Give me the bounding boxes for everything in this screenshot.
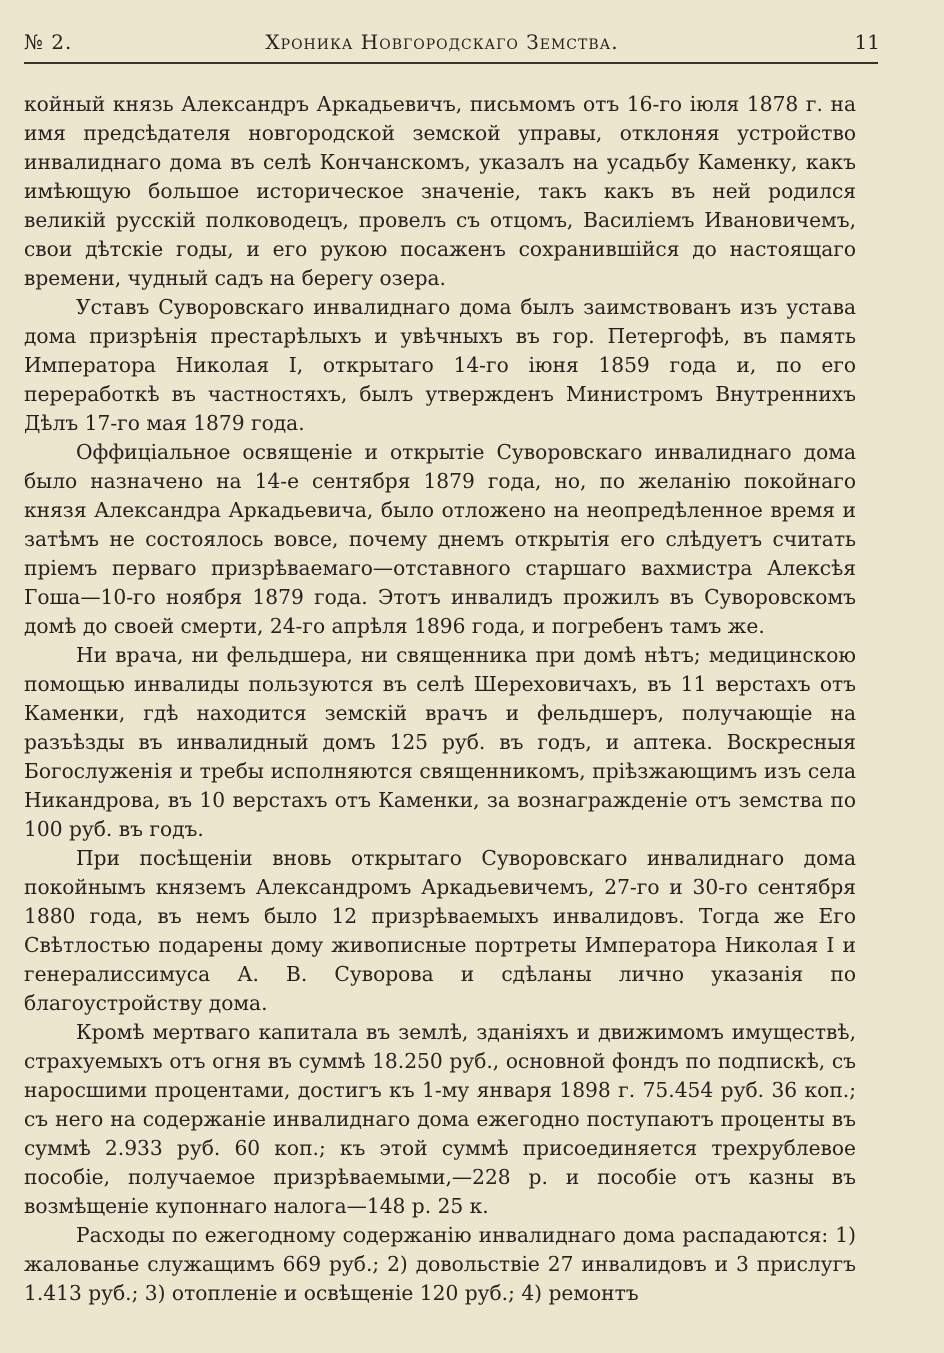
paragraph: Уставъ Суворовскаго инвалиднаго дома былъ заимствованъ изъ устава дома призрѣнія престарѣлыхъ и увѣчныхъ въ гор. Петергофѣ, въ память Императора Николая I, открытаго 14-го іюня 1859 года и, по его переработкѣ въ частностяхъ, былъ утвержденъ Министромъ Внутреннихъ Дѣлъ 17-го мая 1879 года. [24,295,856,435]
article-body [24,90,856,1308]
page-number: 11 [854,30,880,54]
paragraph: Ни врача, ни фельдшера, ни священника при домѣ нѣтъ; медицинскою помощью инвалиды пользуются въ селѣ Шереховичахъ, въ 11 верстахъ отъ Каменки, гдѣ находится земскій врачъ и фельдшеръ, получающіе на разъѣзды въ инвалидный домъ 125 руб. въ годъ, и аптека. Воскресныя Богослуженія и требы исполняются священникомъ, пріѣзжающимъ изъ села Никандрова, въ 10 верстахъ отъ Каменки, за вознагражденіе отъ земства по 100 руб. въ годъ. [24,643,856,841]
paragraph: койный князь Александръ Аркадьевичъ, письмомъ отъ 16-го іюля 1878 г. на имя предсѣдателя новгородской земской управы, отклоняя устройство инвалиднаго дома въ селѣ Кончанскомъ, указалъ на усадьбу Каменку, какъ имѣющую большое историческое значеніе, такъ какъ въ ней родился великій русскій полководецъ, провелъ съ отцомъ, Василіемъ Ивановичемъ, свои дѣтскіе годы, и его рукою посаженъ сохранившійся до настоящаго времени, чудный садъ на берегу озера. [24,92,856,290]
paragraph: При посѣщеніи вновь открытаго Суворовскаго инвалиднаго дома покойнымъ княземъ Александромъ Аркадьевичемъ, 27-го и 30-го сентября 1880 года, въ немъ было 12 призрѣваемыхъ инвалидовъ. Тогда же Его Свѣтлостью подарены дому живописные портреты Императора Николая I и генералиссимуса А. В. Суворова и сдѣланы лично указанія по благоустройству дома. [24,846,856,1015]
paragraph: Оффиціальное освященіе и открытіе Суворовскаго инвалиднаго дома было назначено на 14-е сентября 1879 года, но, по желанію покойнаго князя Александра Аркадьевича, было отложено на неопредѣленное время и затѣмъ не состоялось вовсе, почему днемъ открытія его слѣдуетъ считать пріемъ перваго призрѣваемаго—отставного старшаго вахмистра Алексѣя Гоша—10-го ноября 1879 года. Этотъ инвалидъ прожилъ въ Суворовскомъ домѣ до своей смерти, 24-го апрѣля 1896 года, и погребенъ тамъ же. [24,440,856,638]
issue-number: № 2. [24,30,73,54]
running-header [24,30,880,60]
paragraph: Расходы по ежегодному содержанію инвалиднаго дома распадаются: 1) жалованье служащимъ 669 руб.; 2) довольствіе 27 инвалидовъ и 3 прислугъ 1.413 руб.; 3) отопленіе и освѣщеніе 120 руб.; 4) ремонтъ [24,1223,856,1305]
header-rule [24,62,878,64]
journal-title: Хроника Новгородскаго Земства. [265,30,619,54]
paragraph: Кромѣ мертваго капитала въ землѣ, зданіяхъ и движимомъ имуществѣ, страхуемыхъ отъ огня въ суммѣ 18.250 руб., основной фондъ по подпискѣ, съ наросшими процентами, достигъ къ 1-му января 1898 г. 75.454 руб. 36 коп.; съ него на содержаніе инвалиднаго дома ежегодно поступаютъ проценты въ суммѣ 2.933 руб. 60 коп.; къ этой суммѣ присоединяется трехрублевое пособіе, получаемое призрѣваемыми,—228 р. и пособіе отъ казны въ возмѣщеніе купоннаго налога—148 р. 25 к. [24,1020,856,1218]
